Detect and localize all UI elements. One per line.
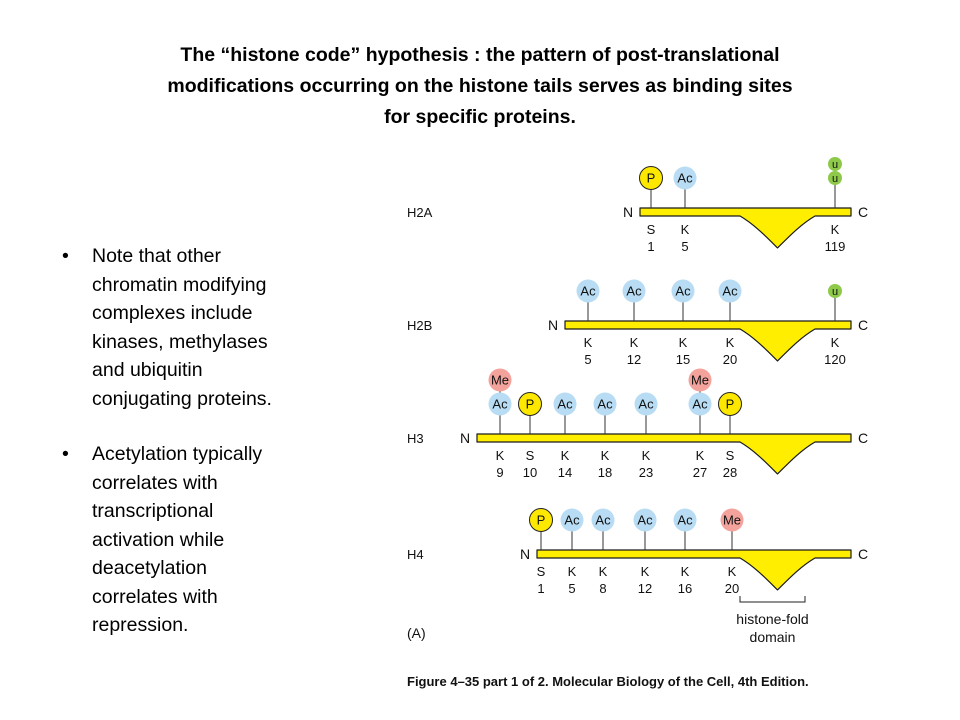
bullet-line: transcriptional <box>92 500 214 522</box>
n-terminus-label: N <box>622 204 634 220</box>
residue-number: 27 <box>692 465 708 480</box>
bullet-line: chromatin modifying <box>92 273 267 296</box>
residue-letter: S <box>525 448 535 463</box>
residue-letter: S <box>646 222 656 237</box>
histone-tail-bar <box>565 321 851 361</box>
c-terminus-label: C <box>857 546 869 562</box>
residue-letter: K <box>678 335 688 350</box>
residue-number: 15 <box>675 352 691 367</box>
bullet-list <box>52 242 322 667</box>
bullet-line: complexes include <box>92 302 253 324</box>
residue-number: 5 <box>681 239 689 254</box>
histone-name-label: H2A <box>407 205 433 220</box>
modification-label: Ac <box>675 283 691 299</box>
bullet-line: repression. <box>92 614 189 636</box>
bullet-line: deacetylation <box>92 557 207 579</box>
residue-letter: K <box>830 222 840 237</box>
c-terminus-label: C <box>857 317 869 333</box>
residue-letter: K <box>629 335 639 350</box>
modification-label: Ac <box>580 283 596 299</box>
residue-letter: S <box>725 448 735 463</box>
residue-letter: K <box>641 448 651 463</box>
residue-letter: K <box>560 448 570 463</box>
bullet-line: correlates with <box>92 585 218 608</box>
residue-letter: K <box>583 335 593 350</box>
residue-letter: K <box>495 448 505 463</box>
residue-number: 14 <box>557 465 573 480</box>
modification-label: P <box>725 396 735 412</box>
modification-label: Me <box>722 512 742 528</box>
c-terminus-label: C <box>857 204 869 220</box>
bullet-line: conjugating proteins. <box>92 387 272 410</box>
bullet-dot-icon: • <box>62 443 69 465</box>
modification-label: Ac <box>638 396 654 412</box>
bullet-line: and ubiquitin <box>92 359 203 381</box>
n-terminus-label: N <box>519 546 531 562</box>
histone-tail-bar <box>537 550 851 590</box>
residue-letter: S <box>536 564 546 579</box>
residue-letter: K <box>830 335 840 350</box>
bullet-dot-icon: • <box>62 245 69 267</box>
residue-number: 20 <box>722 352 738 367</box>
residue-number: 28 <box>722 465 738 480</box>
domain-label-line: domain <box>749 629 796 645</box>
histone-tail-figure <box>395 150 905 695</box>
domain-label-line: histone-fold <box>736 611 809 627</box>
modification-label: Ac <box>595 512 611 528</box>
residue-letter: K <box>680 564 690 579</box>
histone-name-label: H4 <box>407 547 424 562</box>
bullet-line: Note that other <box>92 245 221 267</box>
modification-label: P <box>646 170 656 186</box>
residue-letter: K <box>640 564 650 579</box>
modification-label: P <box>536 512 546 528</box>
residue-letter: K <box>598 564 608 579</box>
residue-number: 12 <box>626 352 642 367</box>
residue-letter: K <box>567 564 577 579</box>
n-terminus-label: N <box>547 317 559 333</box>
bullet-item <box>52 242 322 413</box>
title-line: modifications occurring on the histone tails serves as binding sites <box>167 75 793 97</box>
modification-label: Ac <box>597 396 613 412</box>
histone-name-label: H2B <box>407 318 433 333</box>
residue-number: 18 <box>597 465 613 480</box>
residue-number: 8 <box>599 581 607 596</box>
residue-number: 1 <box>647 239 655 254</box>
modification-label: Ac <box>677 170 693 186</box>
residue-number: 20 <box>724 581 740 596</box>
modification-label: Ac <box>564 512 580 528</box>
residue-letter: K <box>727 564 737 579</box>
histone-name-label: H3 <box>407 431 424 446</box>
modification-label: Ac <box>492 396 508 412</box>
modification-label: u <box>831 159 839 171</box>
n-terminus-label: N <box>459 430 471 446</box>
modification-label: Ac <box>692 396 708 412</box>
slide-title <box>60 40 900 133</box>
residue-number: 5 <box>568 581 576 596</box>
modification-label: u <box>831 173 839 185</box>
modification-label: Me <box>690 372 710 388</box>
modification-label: Ac <box>637 512 653 528</box>
residue-letter: K <box>680 222 690 237</box>
bullet-item <box>52 440 322 640</box>
residue-letter: K <box>600 448 610 463</box>
bullet-line: activation while <box>92 528 225 551</box>
modification-label: Me <box>490 372 510 388</box>
modification-label: u <box>831 286 839 298</box>
residue-number: 16 <box>677 581 693 596</box>
domain-bracket <box>740 596 805 602</box>
residue-number: 9 <box>496 465 504 480</box>
modification-label: Ac <box>557 396 573 412</box>
panel-label: (A) <box>407 625 426 641</box>
modification-label: Ac <box>722 283 738 299</box>
modification-label: Ac <box>677 512 693 528</box>
residue-number: 1 <box>537 581 545 596</box>
residue-letter: K <box>725 335 735 350</box>
histone-tail-bar <box>640 208 851 248</box>
bullet-line: correlates with <box>92 471 218 494</box>
residue-letter: K <box>695 448 705 463</box>
c-terminus-label: C <box>857 430 869 446</box>
residue-number: 12 <box>637 581 653 596</box>
title-line: for specific proteins. <box>384 106 576 128</box>
title-line: The “histone code” hypothesis : the pattern of post-translational <box>180 44 780 66</box>
residue-number: 23 <box>638 465 654 480</box>
bullet-line: kinases, methylases <box>92 330 268 353</box>
residue-number: 5 <box>584 352 592 367</box>
residue-number: 10 <box>522 465 538 480</box>
residue-number: 119 <box>824 239 846 254</box>
residue-number: 120 <box>824 352 846 367</box>
bullet-line: Acetylation typically <box>92 443 263 465</box>
modification-label: Ac <box>626 283 642 299</box>
figure-caption: Figure 4–35 part 1 of 2. Molecular Biology of the Cell, 4th Edition. <box>407 674 809 689</box>
modification-label: P <box>525 396 535 412</box>
